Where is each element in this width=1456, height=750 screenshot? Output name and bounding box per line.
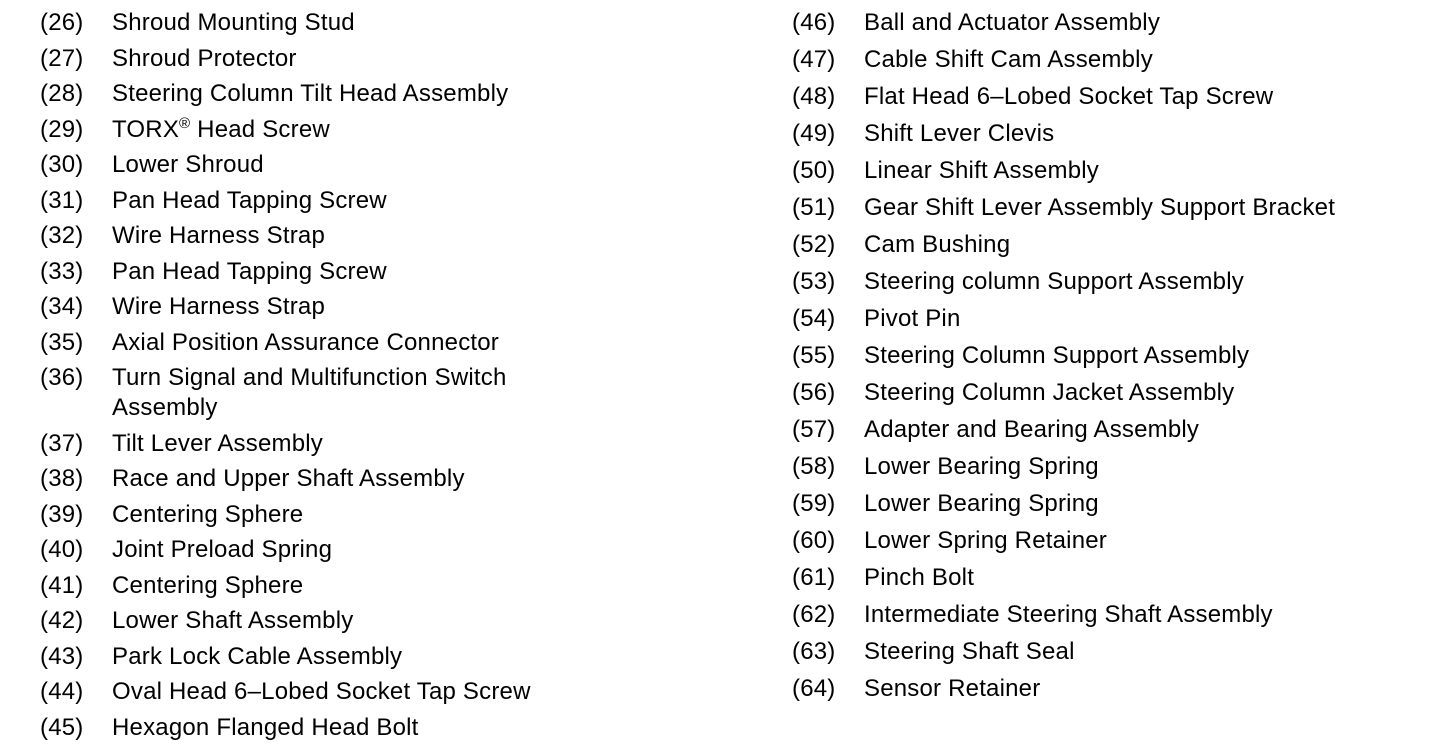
list-item [40,257,740,287]
item-label: Wire Harness Strap [112,293,325,320]
item-number: (36) [40,364,84,391]
item-number: (63) [792,638,836,665]
item-number: (33) [40,257,84,285]
item-number: (48) [792,83,836,110]
item-label: Steering Shaft Seal [864,638,1075,665]
item-label: Cam Bushing [864,231,1011,258]
item-number: (31) [40,186,84,214]
item-label: Adapter and Bearing Assembly [864,416,1200,443]
list-item [792,415,1442,445]
item-number: (35) [40,328,84,356]
parts-list-right [792,8,1442,711]
item-number: (59) [792,490,836,517]
list-item [792,489,1442,519]
list-item [792,378,1442,408]
item-number: (46) [792,9,836,36]
list-item [40,571,740,601]
item-number: (37) [40,429,84,457]
list-item [792,8,1442,38]
item-label: Shroud Mounting Stud [112,9,355,36]
label-prefix: TORX [112,115,180,143]
item-label: Ball and Actuator Assembly [864,9,1161,36]
list-item [40,535,740,565]
item-number: (40) [40,536,84,563]
list-item [792,119,1442,149]
list-item [40,292,740,322]
item-label: Lower Shroud [112,151,264,178]
item-number: (28) [40,80,84,107]
item-number: (52) [792,231,836,258]
item-number: (38) [40,465,84,492]
item-label: Wire Harness Strap [112,222,325,249]
item-number: (34) [40,293,84,320]
list-item [40,186,740,216]
list-item [792,341,1442,371]
item-label: Pan Head Tapping Screw [112,257,387,285]
item-number: (55) [792,342,836,369]
item-number: (51) [792,194,836,221]
item-label: Centering Sphere [112,500,304,528]
item-label: Pivot Pin [864,305,961,332]
item-label: Cable Shift Cam Assembly [864,46,1153,73]
item-number: (57) [792,416,836,443]
item-number: (56) [792,379,836,406]
list-item [792,452,1442,482]
list-item [792,193,1442,223]
item-label: Shroud Protector [112,44,297,72]
item-number: (44) [40,678,84,705]
item-number: (29) [40,115,84,143]
item-label: Axial Position Assurance Connector [112,328,500,356]
item-number: (42) [40,607,84,634]
item-label: Gear Shift Lever Assembly Support Bracket [864,194,1336,221]
list-item [792,82,1442,112]
item-label: Park Lock Cable Assembly [112,642,403,670]
list-item [40,150,740,180]
item-number: (62) [792,601,836,628]
item-label: Steering Column Jacket Assembly [864,379,1235,406]
item-label: Shift Lever Clevis [864,120,1055,147]
item-number: (41) [40,571,84,599]
item-number: (43) [40,642,84,670]
item-label: Intermediate Steering Shaft Assembly [864,601,1273,628]
list-item [40,44,740,74]
list-item [40,677,740,707]
list-item [40,221,740,251]
list-item [792,267,1442,297]
list-item [792,230,1442,260]
item-number: (53) [792,268,836,295]
item-label: Linear Shift Assembly [864,157,1099,184]
list-item [40,500,740,530]
list-item [40,642,740,672]
list-item [792,600,1442,630]
item-label: Steering column Support Assembly [864,268,1244,295]
item-number: (49) [792,120,836,147]
item-label [112,115,582,145]
item-number: (61) [792,564,836,591]
list-item [792,304,1442,334]
item-number: (54) [792,305,836,332]
item-label: Lower Spring Retainer [864,527,1107,554]
item-label: Lower Shaft Assembly [112,607,354,634]
list-item [792,563,1442,593]
list-item [40,429,740,459]
list-item [40,8,740,38]
item-number: (26) [40,9,84,36]
list-item [40,363,740,423]
item-number: (58) [792,453,836,480]
item-number: (50) [792,157,836,184]
item-label: Lower Bearing Spring [864,490,1099,517]
item-number: (30) [40,151,84,178]
item-number: (64) [792,675,836,702]
item-label: Steering Column Support Assembly [864,342,1250,369]
item-label: Centering Sphere [112,571,304,599]
list-item [40,464,740,494]
list-item [40,115,740,145]
list-item [40,79,740,109]
item-label: Turn Signal and Multifunction Switch Assembly [112,364,507,421]
label-suffix: Head Screw [190,115,330,143]
item-label: Joint Preload Spring [112,536,333,563]
item-label: Oval Head 6–Lobed Socket Tap Screw [112,678,531,705]
list-item [792,526,1442,556]
item-label: Pinch Bolt [864,564,975,591]
item-number: (45) [40,713,84,741]
list-item [792,45,1442,75]
item-label: Flat Head 6–Lobed Socket Tap Screw [864,83,1274,110]
item-label: Steering Column Tilt Head Assembly [112,80,509,107]
item-label: Race and Upper Shaft Assembly [112,465,465,492]
registered-mark: ® [179,114,191,132]
parts-list-left [40,8,740,748]
list-item [40,328,740,358]
item-number: (47) [792,46,836,73]
item-label: Sensor Retainer [864,675,1041,702]
item-label: Lower Bearing Spring [864,453,1099,480]
list-item [792,637,1442,667]
item-number: (27) [40,44,84,72]
list-item [40,713,740,743]
list-item [792,156,1442,186]
list-item [792,674,1442,704]
item-label: Pan Head Tapping Screw [112,186,387,214]
item-label: Hexagon Flanged Head Bolt [112,713,419,741]
list-item [40,606,740,636]
item-number: (39) [40,500,84,528]
item-number: (60) [792,527,836,554]
item-label: Tilt Lever Assembly [112,429,323,457]
item-number: (32) [40,222,84,249]
